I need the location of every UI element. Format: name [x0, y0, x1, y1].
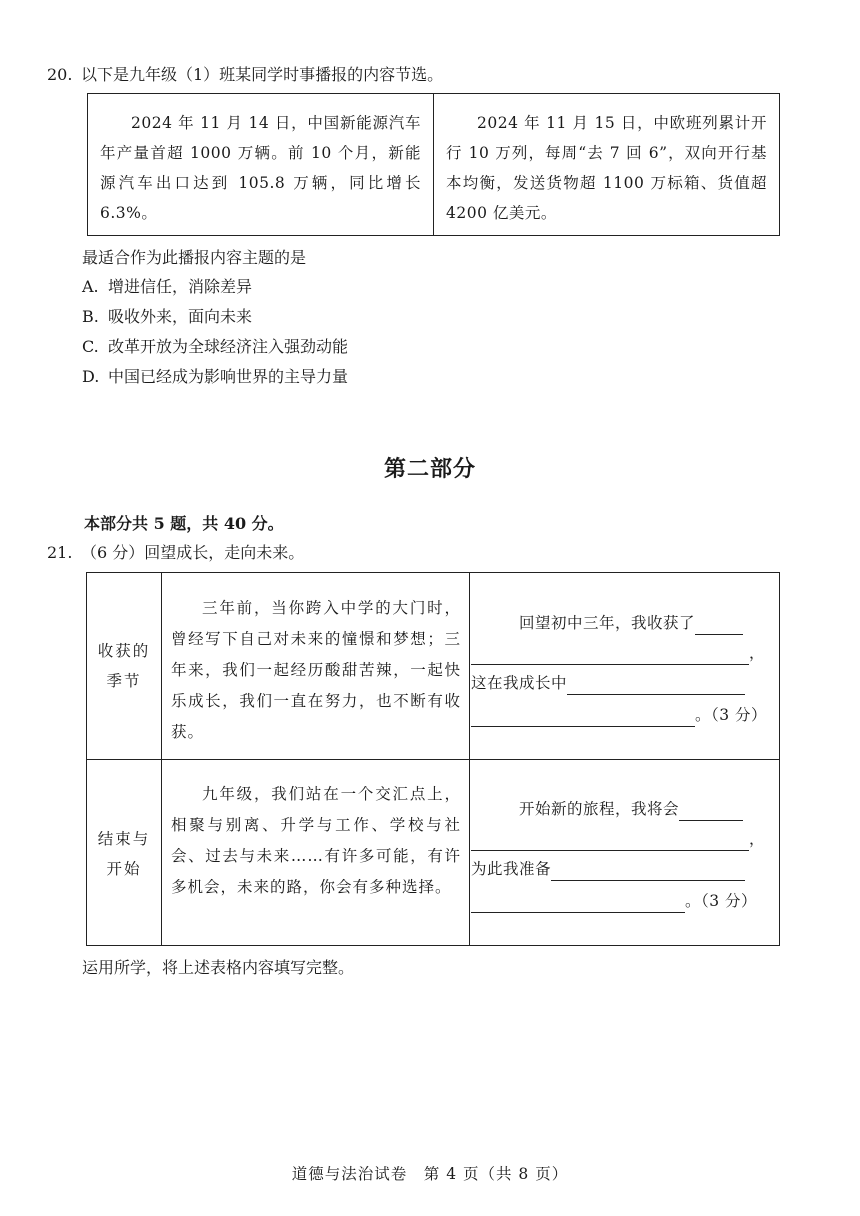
answer-blank[interactable]	[471, 894, 685, 913]
answer-blank[interactable]	[679, 802, 743, 821]
question-21-stem: 21. （6 分）回望成长，走向未来。	[47, 543, 305, 562]
table-col-divider	[469, 573, 470, 945]
section-title: 第二部分	[383, 456, 476, 482]
option-b[interactable]: B. 吸收外来，面向未来	[82, 307, 253, 326]
answer-blank[interactable]	[695, 616, 743, 635]
question-20-stem: 20. 以下是九年级（1）班某同学时事播报的内容节选。	[47, 65, 444, 84]
question-20-prompt: 最适合作为此播报内容主题的是	[82, 248, 307, 267]
question-21-instruction: 运用所学，将上述表格内容填写完整。	[82, 958, 355, 977]
news-cell-left: 2024 年 11 月 14 日，中国新能源汽车年产量首超 1000 万辆。前 10 个月，新能源汽车出口达到 105.8 万辆，同比增长 6.3%。	[88, 94, 434, 235]
news-table	[87, 93, 780, 236]
option-c[interactable]: C. 改革开放为全球经济注入强劲动能	[82, 337, 349, 356]
news-cell-right: 2024 年 11 月 15 日，中欧班列累计开行 10 万列，每周“去 7 回 6”，双向开行基本均衡，发送货物超 1100 万标箱、货值超 4200 亿美元。	[446, 114, 767, 222]
row-label-end-start: 结束与 开始	[97, 830, 151, 878]
question-number: 20.	[47, 65, 73, 84]
row-text-harvest: 三年前，当你跨入中学的大门时，曾经写下自己对未来的憧憬和梦想；三年来，我们一起经历酸甜苦辣，一起快乐成长，我们一直在努力，也不断有收获。	[171, 599, 461, 741]
row-label-harvest: 收获的 季节	[97, 642, 151, 690]
row-text-end-start: 九年级，我们站在一个交汇点上，相聚与别离、升学与工作、学校与社会、过去与未来……有许多可能，有许多机会，未来的路，你会有多种选择。	[171, 785, 461, 896]
answer-blank[interactable]	[471, 832, 749, 851]
answer-area-1: 回望初中三年，我收获了 ， 这在我成长中 。（3 分）	[471, 611, 777, 727]
answer-table	[86, 572, 780, 946]
answer-blank[interactable]	[567, 676, 745, 695]
answer-area-2: 开始新的旅程，我将会 ， 为此我准备 。（3 分）	[471, 797, 777, 913]
answer-blank[interactable]	[471, 646, 749, 665]
question-number: 21.	[47, 543, 73, 562]
section-intro: 本部分共 5 题，共 40 分。	[84, 514, 284, 533]
table-row-divider	[87, 759, 779, 760]
option-d[interactable]: D. 中国已经成为影响世界的主导力量	[82, 367, 349, 386]
table-col-divider	[161, 573, 162, 945]
answer-blank[interactable]	[551, 862, 745, 881]
option-a[interactable]: A. 增进信任，消除差异	[82, 277, 253, 296]
answer-blank[interactable]	[471, 708, 695, 727]
page-footer: 道德与法治试卷 第 4 页（共 8 页）	[291, 1165, 569, 1183]
